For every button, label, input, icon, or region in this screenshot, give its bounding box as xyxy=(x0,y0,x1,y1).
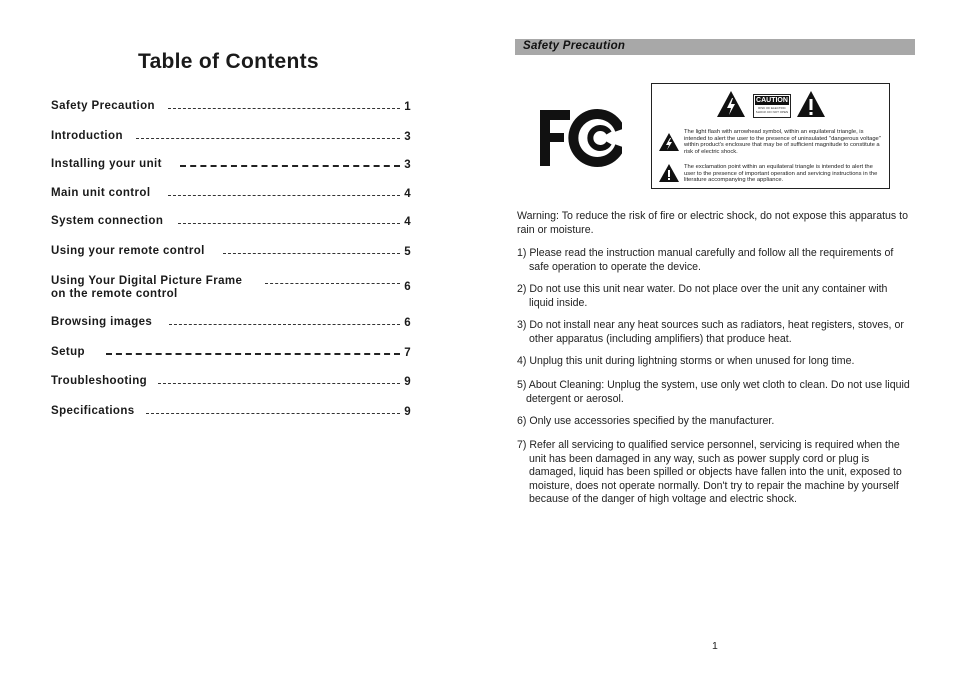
toc-entry-label: Safety Precaution xyxy=(51,100,155,112)
toc-entry-main-unit-control[interactable] xyxy=(51,187,411,203)
safety-item-text: other apparatus (including amplifiers) that produce heat. xyxy=(529,332,792,345)
toc-leader xyxy=(169,324,400,325)
exclamation-triangle-icon xyxy=(796,90,826,118)
exclamation-triangle-icon xyxy=(658,163,680,183)
toc-page-number: 1 xyxy=(404,101,411,113)
toc-leader xyxy=(223,253,400,254)
toc-entry-label-line2: on the remote control xyxy=(51,288,178,300)
toc-entry-troubleshooting[interactable] xyxy=(51,375,411,391)
safety-item-text: 6) Only use accessories specified by the manufacturer. xyxy=(517,415,775,427)
toc-leader xyxy=(168,108,400,109)
safety-item-2 xyxy=(517,283,922,310)
safety-item-text: 1) Please read the instruction manual carefully and follow all the requirements of xyxy=(517,247,894,259)
page-number: 1 xyxy=(712,640,718,652)
toc-entry-label: Installing your unit xyxy=(51,158,162,170)
toc-leader xyxy=(168,195,400,196)
toc-leader xyxy=(146,413,400,414)
toc-entry-setup[interactable] xyxy=(51,346,411,362)
toc-entry-using-your-remote-control[interactable] xyxy=(51,245,411,261)
toc-page-number: 4 xyxy=(404,188,411,200)
toc-entry-system-connection[interactable] xyxy=(51,215,411,231)
safety-item-text: detergent or aerosol. xyxy=(526,392,624,405)
section-header-bar xyxy=(515,39,915,55)
lightning-triangle-icon xyxy=(658,132,680,152)
warning-paragraph xyxy=(517,210,922,237)
toc-page-number: 6 xyxy=(404,281,411,293)
toc-page-number: 3 xyxy=(404,131,411,143)
toc-entry-label: Introduction xyxy=(51,130,123,142)
toc-leader xyxy=(180,165,400,167)
toc-leader xyxy=(178,223,400,224)
caution-label-title: CAUTION xyxy=(756,97,788,104)
toc-page-number: 6 xyxy=(404,317,411,329)
safety-item-text: 3) Do not install near any heat sources such as radiators, heat registers, stoves, or xyxy=(517,319,904,331)
toc-leader xyxy=(158,383,400,384)
safety-item-text: unit has been damaged in any way, such as power supply cord or plug is xyxy=(529,452,870,465)
toc-entry-label: Troubleshooting xyxy=(51,375,148,387)
toc-entry-label: Using Your Digital Picture Frame xyxy=(51,275,243,287)
safety-item-5 xyxy=(517,379,922,406)
toc-entry-installing-your-unit[interactable] xyxy=(51,158,411,174)
toc-entry-label: Browsing images xyxy=(51,316,153,328)
toc-entry-using-digital-picture-frame[interactable] xyxy=(51,275,411,303)
fcc-logo xyxy=(540,108,622,168)
toc-leader xyxy=(265,283,400,284)
safety-item-4 xyxy=(517,355,922,369)
toc-entry-label: Using your remote control xyxy=(51,245,205,257)
toc-page-number: 9 xyxy=(404,406,411,418)
toc-page-number: 3 xyxy=(404,159,411,171)
warning-line: Warning: To reduce the risk of fire or electric shock, do not expose this apparatus to xyxy=(517,210,908,222)
caution-label-subtext: RISK OF ELECTRIC SHOCK DO NOT OPEN xyxy=(755,106,789,114)
warning-symbols-box xyxy=(651,83,890,189)
toc-entry-label: Main unit control xyxy=(51,187,151,199)
toc-entry-specifications[interactable] xyxy=(51,405,411,421)
toc-entry-label: System connection xyxy=(51,215,164,227)
lightning-triangle-icon xyxy=(716,90,746,118)
safety-item-text: because of the danger of high voltage and electric shock. xyxy=(529,493,797,505)
safety-item-text: damaged, liquid has been spilled or objects have fallen into the unit, exposed to xyxy=(529,466,902,478)
lightning-symbol-note: The light flash with arrowhead symbol, within an equilateral triangle, is intended to alert the user to the presence of uninsulated "dangerous voltage" within product's enclosure that may be of sufficient magnitude to constitute a risk of electric shock. xyxy=(684,129,881,156)
section-header-title: Safety Precaution xyxy=(523,40,626,52)
toc-entry-browsing-images[interactable] xyxy=(51,316,411,332)
toc-leader xyxy=(106,353,400,355)
safety-item-text: moisture, does not operate normally. Don't try to repair the machine by yourself xyxy=(529,479,899,492)
warning-line: rain or moisture. xyxy=(517,223,594,236)
toc-page-number: 4 xyxy=(404,216,411,228)
safety-item-text: 2) Do not use this unit near water. Do not place over the unit any container with xyxy=(517,283,888,295)
toc-page-number: 9 xyxy=(404,376,411,388)
caution-label xyxy=(753,94,791,118)
safety-item-text: safe operation to operate the device. xyxy=(529,260,701,273)
toc-entry-safety-precaution[interactable] xyxy=(51,100,411,116)
toc-entry-introduction[interactable] xyxy=(51,130,411,146)
safety-item-text: liquid inside. xyxy=(529,296,588,309)
toc-page-number: 7 xyxy=(404,347,411,359)
toc-entry-label: Setup xyxy=(51,346,85,358)
safety-item-text: 5) About Cleaning: Unplug the system, use only wet cloth to clean. Do not use liquid xyxy=(517,379,910,391)
toc-entry-label: Specifications xyxy=(51,405,135,417)
exclamation-symbol-note: The exclamation point within an equilateral triangle is intended to alert the user to the presence of important operation and servicing instructions in the literature accompanying the appliance. xyxy=(684,164,878,184)
safety-item-3 xyxy=(517,319,922,346)
safety-item-1 xyxy=(517,247,922,274)
safety-item-7 xyxy=(517,439,922,507)
toc-page-number: 5 xyxy=(404,246,411,258)
safety-item-6 xyxy=(517,415,922,429)
toc-title: Table of Contents xyxy=(138,50,319,73)
toc-leader xyxy=(136,138,400,139)
safety-item-text: 7) Refer all servicing to qualified service personnel, servicing is required when the xyxy=(517,439,900,451)
safety-item-text: 4) Unplug this unit during lightning storms or when unused for long time. xyxy=(517,355,855,367)
